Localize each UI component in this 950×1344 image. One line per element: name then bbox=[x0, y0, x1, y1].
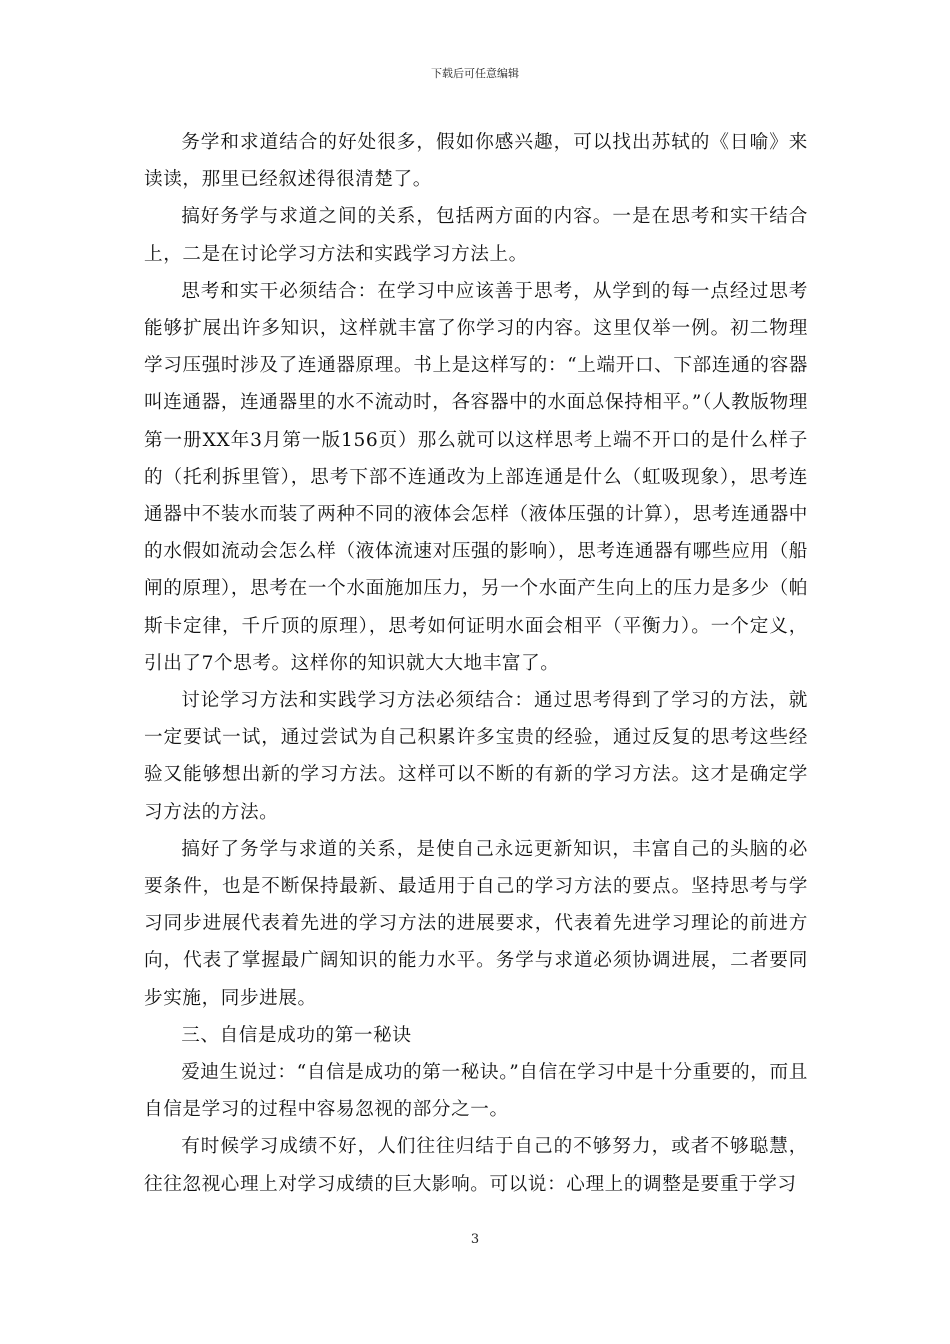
paragraph-4: 讨论学习方法和实践学习方法必须结合：通过思考得到了学习的方法，就一定要试一试，通过尝试为自己积累许多宝贵的经验，通过反复的思考这些经验又能够想出新的学习方法。这样可以不断的有新的学习方法。这才是确定学习方法的方法。 bbox=[144, 690, 808, 823]
paragraph-1: 务学和求道结合的好处很多，假如你感兴趣，可以找出苏轼的《日喻》来读读，那里已经叙述得很清楚了。 bbox=[144, 132, 808, 191]
paragraph-3: 思考和实干必须结合：在学习中应该善于思考，从学到的每一点经过思考能够扩展出许多知识，这样就丰富了你学习的内容。这里仅举一例。初二物理学习压强时涉及了连通器原理。书上是这样写的：“上端开口、下部连通的容器叫连通器，连通器里的水不流动时，各容器中的水面总保持相平。”（人教版物理第一册XX年3月第一版156页）那么就可以这样思考上端不开口的是什么样子的（托利拆里管），思考下部不连通改为上部连通是什么（虹吸现象），思考连通器中不装水而装了两种不同的液体会怎样（液体压强的计算），思考连通器中的水假如流动会怎么样（液体流速对压强的影响），思考连通器有哪些应用（船闸的原理），思考在一个水面施加压力，另一个水面产生向上的压力是多少（帕斯卡定律，千斤顶的原理），思考如何证明水面会相平（平衡力）。一个定义，引出了7个思考。这样你的知识就大大地丰富了。 bbox=[144, 280, 808, 674]
paragraph-2: 搞好务学与求道之间的关系，包括两方面的内容。一是在思考和实干结合上，二是在讨论学习方法和实践学习方法上。 bbox=[144, 206, 808, 265]
page-header: 下载后可任意编辑 bbox=[431, 67, 519, 80]
page-number: 3 bbox=[470, 1232, 480, 1247]
section-heading: 三、自信是成功的第一秘诀 bbox=[181, 1024, 412, 1046]
paragraph-5: 搞好了务学与求道的关系，是使自己永远更新知识，丰富自己的头脑的必要条件，也是不断保持最新、最适用于自己的学习方法的要点。坚持思考与学习同步进展代表着先进的学习方法的进展要求，代表着先进学习理论的前进方向，代表了掌握最广阔知识的能力水平。务学与求道必须协调进展，二者要同步实施，同步进展。 bbox=[144, 838, 808, 1009]
paragraph-7: 有时候学习成绩不好，人们往往归结于自己的不够努力，或者不够聪慧，往往忽视心理上对学习成绩的巨大影响。可以说：心理上的调整是要重于学习 bbox=[144, 1136, 808, 1195]
paragraph-6: 爱迪生说过：“自信是成功的第一秘诀。”自信在学习中是十分重要的，而且自信是学习的过程中容易忽视的部分之一。 bbox=[144, 1062, 808, 1121]
document-body bbox=[144, 124, 808, 1203]
